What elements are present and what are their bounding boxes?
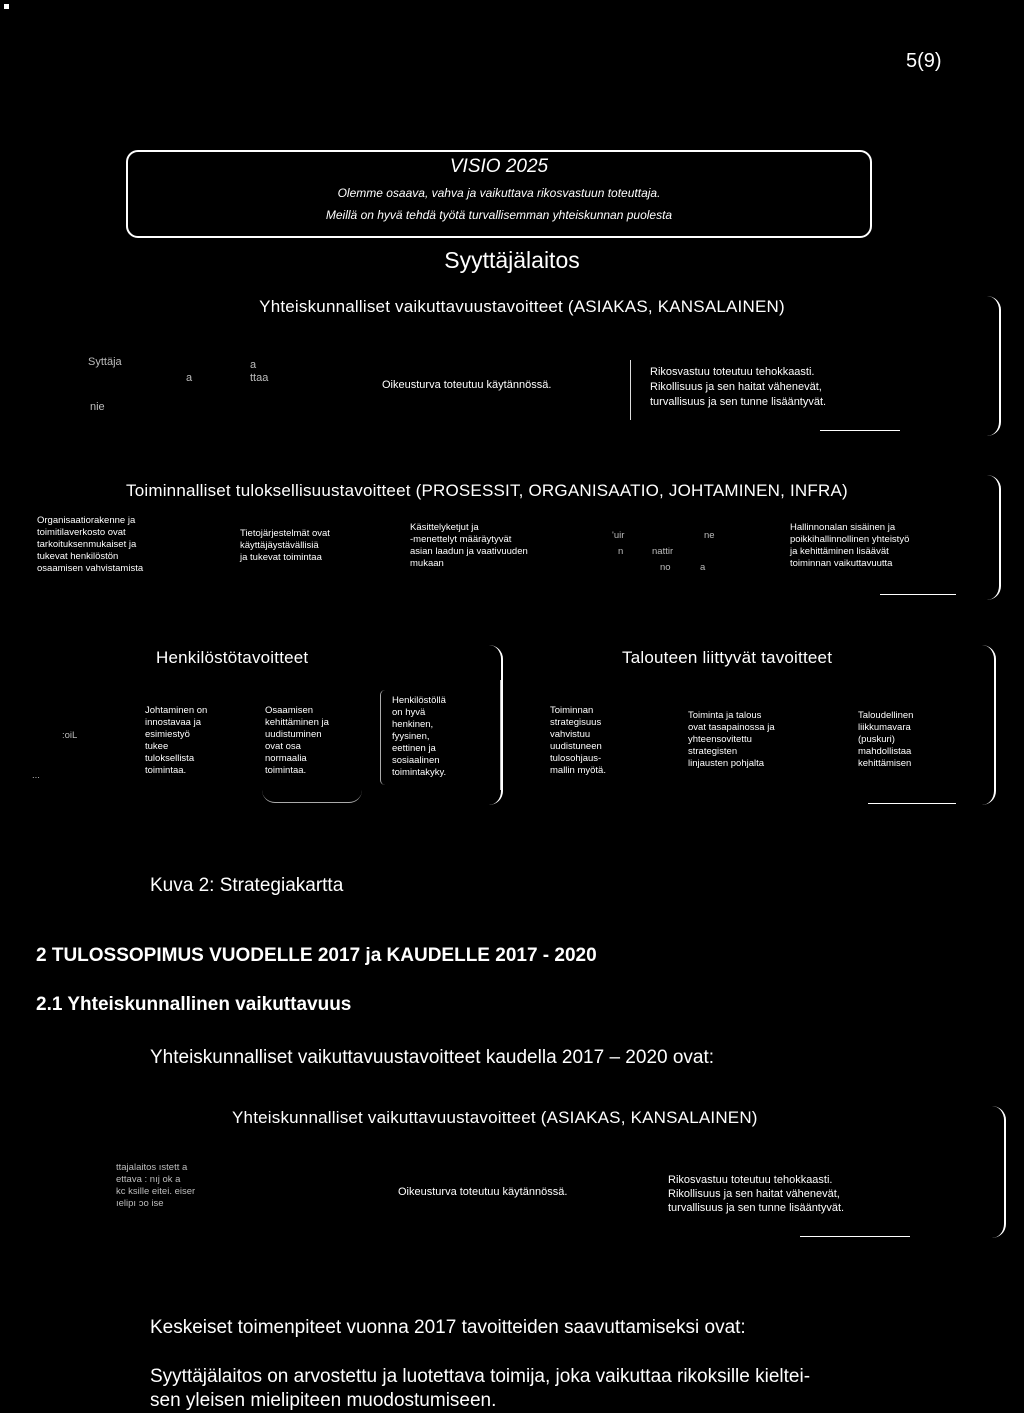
block3-card-4-line: tulosohjaus-: [550, 753, 602, 764]
block3-card-5-line: yhteensovitettu: [688, 734, 752, 745]
block2-card-1-line: Organisaatiorakenne ja: [37, 515, 136, 526]
block4-frag-lines: [116, 1162, 195, 1210]
block2-card-3-line: -menettelyt määräytyvät: [410, 534, 512, 545]
block4-right-2: Rikollisuus ja sen haitat vähenevät,: [668, 1188, 840, 1200]
block3-card-6-line: Taloudellinen: [858, 710, 914, 721]
block2-frag: no: [660, 562, 671, 573]
block2-card-5-line: Hallinnonalan sisäinen ja: [790, 522, 896, 533]
block2-frag: 'uir: [612, 530, 625, 541]
block2-frag: ne: [704, 530, 715, 541]
corner-mark: [4, 4, 9, 9]
section-21-title: 2.1 Yhteiskunnallinen vaikuttavuus: [36, 994, 352, 1015]
block3-card-2-line: Osaamisen: [265, 705, 314, 716]
divider: [800, 1236, 910, 1237]
measures-text-2: sen yleisen mielipiteen muodostumiseen.: [150, 1390, 497, 1411]
divider: [630, 360, 631, 420]
block2-heading: Toiminnalliset tuloksellisuustavoitteet (PROSESSIT, ORGANISAATIO, JOHTAMINEN, INFRA): [126, 481, 848, 500]
block2-card-2-line: ja tukevat toimintaa: [240, 552, 322, 563]
block3-card-1-line: esimiestyö: [145, 729, 190, 740]
block3-card-3-line: on hyvä: [392, 707, 426, 718]
block3-card-5-line: ovat tasapainossa ja: [688, 722, 775, 733]
block3-card-1-line: tuloksellista: [145, 753, 195, 764]
measures-intro: Keskeiset toimenpiteet vuonna 2017 tavoitteiden saavuttamiseksi ovat:: [150, 1317, 746, 1338]
divider: [868, 803, 956, 804]
block3-card-2-line: kehittäminen ja: [265, 717, 329, 728]
block1-right-3: turvallisuus ja sen tunne lisääntyvät.: [650, 396, 827, 408]
block2-card-5-line: poikkihallinnollinen yhteistyö: [790, 534, 910, 545]
block3-card-2-line: normaalia: [265, 753, 307, 764]
block2-card-1: [37, 515, 143, 575]
block1-frag-2: a: [186, 372, 193, 384]
block3-card-3: [392, 695, 446, 779]
block1-frag-1: Syttäja: [88, 356, 122, 368]
block3-card-3-line: henkinen,: [392, 719, 434, 730]
vision-line-1: Olemme osaava, vahva ja vaikuttava rikosvastuun toteuttaja.: [337, 186, 661, 200]
block2-card-3: [410, 522, 528, 570]
block3-card-2-line: uudistuminen: [265, 729, 322, 740]
vision-line-2: Meillä on hyvä tehdä työtä turvallisemman yhteiskunnan puolesta: [325, 208, 673, 222]
block3-card-4-line: vahvistuu: [550, 729, 591, 740]
block4-heading: Yhteiskunnalliset vaikuttavuustavoitteet (ASIAKAS, KANSALAINEN): [232, 1108, 758, 1127]
block3-card-3-line: fyysinen,: [392, 731, 430, 742]
block4-right-1: Rikosvastuu toteutuu tehokkaasti.: [668, 1174, 833, 1186]
block3-card-6-line: kehittämisen: [858, 758, 912, 769]
section-2-title: 2 TULOSSOPIMUS VUODELLE 2017 ja KAUDELLE 2017 - 2020: [36, 945, 597, 966]
block3-card-1-line: tukee: [145, 741, 169, 752]
block2-bracket: [985, 475, 1001, 600]
block3-card-1-line: Johtaminen on: [145, 705, 208, 716]
block2-card-5: [790, 522, 909, 570]
divider: [820, 430, 900, 431]
divider: [262, 790, 362, 803]
block3-card-4-line: strategisuus: [550, 717, 602, 728]
block3-card-6: [858, 710, 913, 770]
block2-frag: nattir: [652, 546, 674, 557]
block2-card-2: [240, 528, 330, 564]
block2-frag: n: [618, 546, 624, 557]
org-title: Syyttäjälaitos: [444, 247, 580, 273]
block3-heading-right: Talouteen liittyvät tavoitteet: [622, 648, 833, 667]
block3-card-4-line: uudistuneen: [550, 741, 602, 752]
block1-frag-3: a: [250, 359, 257, 371]
block3-bracket-right: [980, 645, 996, 805]
block2-card-5-line: ja kehittäminen lisäävät: [790, 546, 889, 557]
block2-card-1-line: osaamisen vahvistamista: [37, 563, 144, 574]
vision-title: VISIO 2025: [449, 156, 549, 177]
intro-text: Yhteiskunnalliset vaikuttavuustavoitteet kaudella 2017 – 2020 ovat:: [150, 1047, 715, 1068]
block2-card-1-line: tarkoituksenmukaiset ja: [37, 539, 137, 550]
block3-card-4-line: mallin myötä.: [550, 765, 606, 776]
block2-card-1-line: tukevat henkilöstön: [37, 551, 119, 562]
block3-card-5-line: Toiminta ja talous: [688, 710, 762, 721]
block4-frag-line: ıelipı ɔo ise: [116, 1198, 164, 1209]
block2-frag: a: [700, 562, 706, 573]
block3-frag-1: :oiL: [62, 730, 78, 741]
block3-card-1: [145, 705, 207, 777]
block3-card-6-line: mahdollistaa: [858, 746, 912, 757]
block3-card-4: [550, 705, 606, 777]
block1-frag-4: ttaa: [250, 372, 269, 384]
block4-frag-line: ttajalaitos ıstett a: [116, 1162, 188, 1173]
block3-card-4-line: Toiminnan: [550, 705, 594, 716]
divider: [500, 680, 501, 790]
block2-card-3-line: Käsittelyketjut ja: [410, 522, 479, 533]
measures-text-1: Syyttäjälaitos on arvostettu ja luotettava toimija, joka vaikuttaa rikoksille kieltei-: [150, 1366, 811, 1387]
block3-card-5-line: linjausten pohjalta: [688, 758, 765, 769]
block4-bracket: [990, 1106, 1006, 1238]
block3-card-5: [688, 710, 775, 770]
block1-middle: Oikeusturva toteutuu käytännössä.: [382, 379, 552, 391]
block3-card-2: [265, 705, 329, 777]
block4-frag-line: kc ksille eitei. eiser: [116, 1186, 196, 1197]
block2-card-3-line: asian laadun ja vaativuuden: [410, 546, 528, 557]
block3-card-6-line: (puskuri): [858, 734, 895, 745]
block1-bracket: [985, 296, 1001, 436]
block1-right-1: Rikosvastuu toteutuu tehokkaasti.: [650, 366, 815, 378]
figure-caption: Kuva 2: Strategiakartta: [150, 875, 344, 896]
block3-heading-left: Henkilöstötavoitteet: [156, 648, 309, 667]
divider: [380, 690, 385, 785]
block2-card-2-line: Tietojärjestelmät ovat: [240, 528, 330, 539]
block3-card-3-line: Henkilöstöllä: [392, 695, 446, 706]
block3-card-3-line: toimintakyky.: [392, 767, 447, 778]
divider: [880, 594, 956, 595]
block2-card-2-line: käyttäjäystävällisiä: [240, 540, 319, 551]
block3-card-3-line: sosiaalinen: [392, 755, 440, 766]
page-number: 5(9): [906, 50, 942, 72]
block4-frag-line: ettava : nıj ok a: [116, 1174, 181, 1185]
block3-card-1-line: toimintaa.: [145, 765, 187, 776]
block2-card-1-line: toimitilaverkosto ovat: [37, 527, 126, 538]
block3-frag-2: ...: [32, 770, 40, 781]
block3-card-5-line: strategisten: [688, 746, 738, 757]
block3-card-6-line: liikkumavara: [858, 722, 911, 733]
block3-card-1-line: innostavaa ja: [145, 717, 201, 728]
block2-card-3-line: mukaan: [410, 558, 444, 569]
block3-card-2-line: ovat osa: [265, 741, 301, 752]
block3-card-2-line: toimintaa.: [265, 765, 307, 776]
block2-card-5-line: toiminnan vaikuttavuutta: [790, 558, 893, 569]
block4-right-3: turvallisuus ja sen tunne lisääntyvät.: [668, 1202, 845, 1214]
block4-middle: Oikeusturva toteutuu käytännössä.: [398, 1186, 568, 1198]
block1-right-2: Rikollisuus ja sen haitat vähenevät,: [650, 381, 822, 393]
vision-box: [126, 150, 872, 238]
block1-frag-5: nie: [90, 401, 105, 413]
block1-heading: Yhteiskunnalliset vaikuttavuustavoitteet (ASIAKAS, KANSALAINEN): [259, 297, 785, 316]
block3-card-3-line: eettinen ja: [392, 743, 436, 754]
